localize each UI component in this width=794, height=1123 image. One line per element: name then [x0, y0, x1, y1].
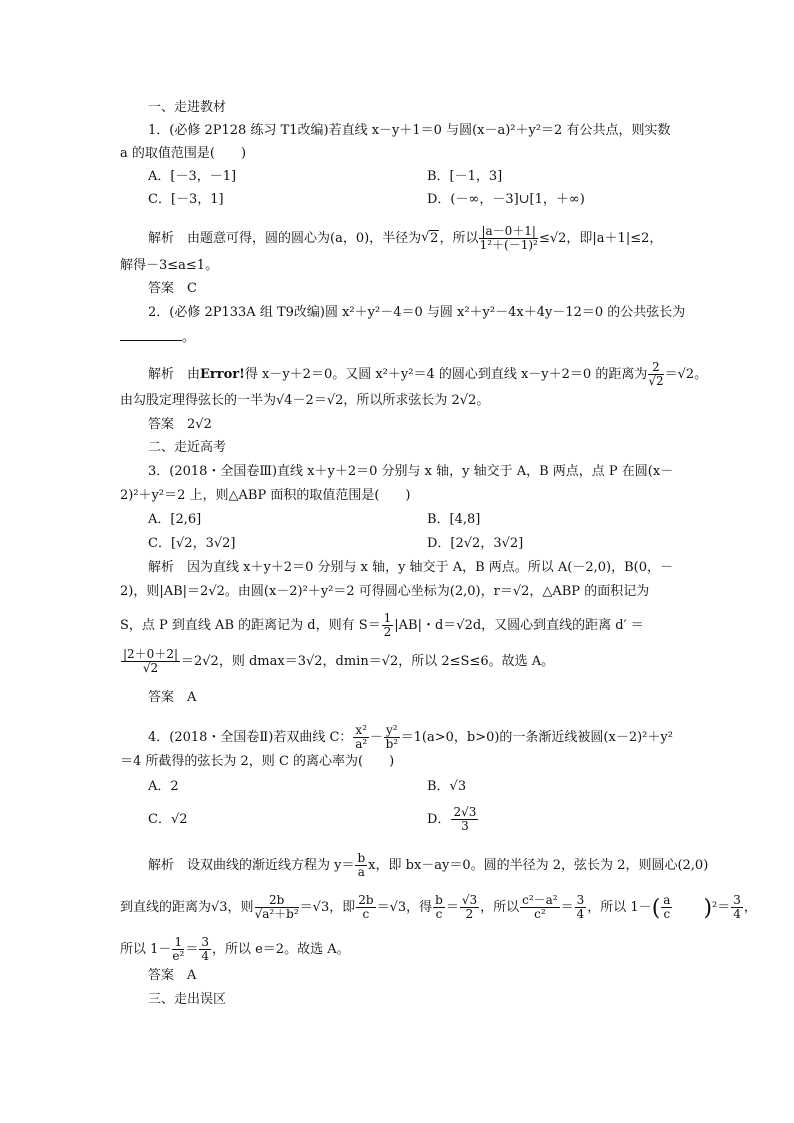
q1-option-c: C．[－3，1] [148, 192, 224, 207]
fraction-denominator: c [362, 907, 370, 921]
q4-solution-text: 解析 设双曲线的渐近线方程为 y＝ [148, 858, 355, 873]
fraction-denominator: √2 [648, 374, 664, 388]
fraction-denominator: e² [172, 949, 185, 963]
fraction-denominator: a [357, 865, 365, 879]
fraction-numerator: 3 [201, 935, 209, 949]
q1-solution-line1: 解析 由题意可得，圆的圆心为(a，0)，半径为√ 2，所以 $\frac{|a-0+1|}{\text{1²＋(－1)²}}$ ≤√2，即|a＋1|≤2， [148, 225, 662, 252]
q1-option-a: A．[－3，－1] [148, 169, 237, 184]
fraction [575, 894, 587, 921]
q2-solution-tail: ＝√2。 [664, 367, 708, 382]
answer-value: A [187, 690, 197, 705]
fraction-numerator: 2 [648, 361, 663, 375]
q2-solution-text: 解析 由 [148, 367, 201, 382]
fraction-numerator: 3 [576, 893, 585, 907]
fraction-numerator: y² [386, 723, 398, 737]
section-heading: 二、走近高考 [148, 440, 227, 455]
q4-fraction-y [384, 724, 400, 751]
q3-fraction-half [382, 612, 394, 639]
fraction-numerator: x² [355, 723, 367, 737]
fraction-denominator: 1²＋(－1)² [479, 238, 538, 252]
q2-solution-mid: 得 x－y＋2＝0。又圆 x²＋y²＝4 的圆心到直线 x－y＋2＝0 的距离为 [244, 367, 648, 382]
q3-solution-line1: 解析 因为直线 x＋y＋2＝0 分别与 x 轴，y 轴交于 A，B 两点。所以 A(－2,0)，B(0，－ [148, 560, 673, 575]
q4-option-d-fraction [451, 806, 478, 833]
q4-fraction-slope [355, 852, 367, 879]
right-paren: ) [703, 896, 713, 921]
q3-stem-line1: 3．(2018・全国卷Ⅲ)直线 x＋y＋2＝0 分别与 x 轴，y 轴交于 A，B 两点，点 P 在圆(x－ [148, 464, 674, 479]
fraction [661, 894, 672, 921]
fraction [199, 936, 211, 963]
q2-answer [148, 417, 212, 433]
text-segment: ＝√3，即 [299, 900, 356, 915]
q1-option-b: B．[－1，3] [427, 169, 503, 184]
fraction-denominator: c [435, 907, 443, 921]
q4-stem-line2: ＝4 所截得的弦长为 2，则 C 的离心率为( ) [120, 754, 395, 769]
text-segment: ＝ [445, 900, 459, 915]
q1-solution-tail: ≤√2，即|a＋1|≤2， [538, 231, 663, 246]
q4-option-c: C．√2 [148, 812, 188, 827]
fraction-denominator: 4 [576, 907, 585, 921]
fraction-numerator: 1 [172, 936, 184, 950]
fraction-denominator: √2 [142, 661, 159, 675]
q3-stem-line2: 2)²＋y²＝2 上，则△ABP 面积的取值范围是( ) [120, 488, 411, 503]
fraction-numerator: 2b [358, 893, 374, 907]
q3-option-b: B．[4,8] [427, 512, 481, 527]
fraction-denominator: c [663, 907, 671, 921]
text-segment: ＝ [185, 942, 199, 957]
answer-label: 答案 [148, 417, 175, 432]
q2-solution-line1 [148, 361, 707, 388]
answer-label: 答案 [148, 690, 175, 705]
sqrt-symbol: √ 2 [421, 231, 439, 247]
fraction-denominator: 2 [383, 625, 392, 639]
q2-stem-line2 [120, 328, 195, 346]
q2-solution-line2: 由勾股定理得弦长的一半为√4－2＝√2，所以所求弦长为 2√2。 [120, 393, 490, 408]
answer-label: 答案 [148, 968, 175, 983]
q1-solution-text: 解析 由题意可得，圆的圆心为(a，0)，半径为 [148, 231, 422, 246]
fraction-numerator: a [663, 893, 671, 907]
fraction-numerator: c²－a² [522, 893, 558, 907]
q3-solution-tail: |AB|・d＝√2d，又圆心到直线的距离 d′ ＝ [394, 618, 644, 633]
text-segment: ，所以 [480, 900, 520, 915]
fraction-denominator: c² [534, 907, 546, 921]
q4-fraction-x [353, 724, 369, 751]
q1-option-d: D．(－∞，－3]∪[1，＋∞) [427, 192, 585, 207]
text-segment: 所以 1－ [120, 942, 172, 957]
fraction-denominator: √a²＋b² [254, 907, 299, 921]
q4-option-d [427, 806, 479, 833]
text-segment: ， [743, 900, 757, 915]
fraction-numerator: 3 [733, 893, 741, 907]
q1-answer [148, 281, 197, 297]
text-segment: ＝ [560, 900, 574, 915]
fraction-denominator: 4 [733, 907, 741, 921]
fraction [520, 894, 560, 921]
q3-solution-line3 [120, 612, 644, 639]
error-text: Error! [200, 367, 245, 382]
fraction-numerator: √3 [461, 893, 478, 907]
q1-stem-line1: 1．(必修 2P128 练习 T1改编)若直线 x－y＋1＝0 与圆(x－a)²＋y²＝2 有公共点，则实数 [148, 123, 671, 138]
q2-stem-line1: 2．(必修 2P133A 组 T9改编)圆 x²＋y²－4＝0 与圆 x²＋y²－4x＋4y－12＝0 的公共弦长为 [148, 305, 686, 320]
fraction-denominator: 3 [461, 819, 469, 833]
q2-fraction [648, 361, 663, 388]
q3-option-c: C．[√2，3√2] [148, 536, 236, 551]
fraction-denominator: 2 [465, 907, 474, 921]
text-segment: ，所以 e＝2。故选 A。 [211, 942, 350, 957]
answer-value: C [187, 281, 197, 296]
q3-option-a: A．[2,6] [148, 512, 202, 527]
q1-stem-line2: a 的取值范围是( ) [120, 146, 247, 161]
section-heading: 一、走进教材 [148, 100, 227, 115]
answer-value: 2√2 [187, 417, 212, 432]
answer-blank [120, 328, 182, 341]
text-segment: ²＝ [712, 900, 731, 915]
q4-stem-line1: 4．(2018・全国卷Ⅱ)若双曲线 C： $\frac{\text{x²}}{\text{a²}}$ － $\frac{\text{y²}}{\text{b²}}$ ＝1(a>0，b>0)的一条渐近线被圆(x－2)²＋y² [148, 723, 673, 751]
left-paren: ( [651, 896, 661, 921]
answer-value: A [187, 968, 197, 983]
q3-solution-line4 [120, 648, 554, 675]
fraction-denominator: b² [385, 737, 399, 751]
text-segment: ，所以 1－ [587, 900, 652, 915]
q2-period: 。 [182, 330, 196, 345]
fraction-numerator: b [357, 851, 366, 865]
q4-solution-line2 [120, 894, 757, 921]
q4-stem-text: 4．(2018・全国卷Ⅱ)若双曲线 C： [148, 730, 353, 745]
q3-solution-text: S，点 P 到直线 AB 的距离记为 d，则有 S＝ [120, 618, 381, 633]
fraction-numerator: b [435, 893, 443, 907]
q1-solution-line2: 解得－3≤a≤1。 [120, 258, 219, 273]
fraction-numerator: 2√3 [453, 805, 477, 819]
fraction [731, 894, 743, 921]
fraction [255, 894, 299, 921]
q3-fraction-distance [121, 648, 180, 675]
q4-solution-line1 [148, 852, 708, 879]
q1-fraction [479, 225, 538, 252]
q3-option-d: D．[2√2，3√2] [427, 536, 524, 551]
fraction [433, 894, 445, 921]
q3-solution-line2: 2)，则|AB|＝2√2。由圆(x－2)²＋y²＝2 可得圆心坐标为(2,0)，r＝√2，△ABP 的面积记为 [120, 584, 650, 599]
q4-solution-line3 [120, 936, 350, 963]
fraction-numerator: 1 [383, 611, 392, 625]
fraction [356, 894, 375, 921]
fraction-numerator: |2＋0＋2| [123, 647, 178, 661]
text-segment: 到直线的距离为√3，则 [120, 900, 254, 915]
fraction [172, 936, 184, 963]
q3-solution-tail: ＝2√2，则 dmax＝3√2，dmin＝√2，所以 2≤S≤6。故选 A。 [181, 654, 555, 669]
fraction [460, 894, 479, 921]
q4-option-a: A．2 [148, 779, 179, 794]
q4-solution-tail: x，即 bx－ay＝0。圆的半径为 2，弦长为 2，则圆心(2,0) [368, 858, 709, 873]
fraction-denominator: a² [355, 737, 368, 751]
q4-answer [148, 968, 196, 984]
q4-stem-tail: ＝1(a>0，b>0)的一条渐近线被圆(x－2)²＋y² [400, 730, 673, 745]
section-heading: 三、走出误区 [148, 992, 227, 1007]
text-segment: ＝√3，得 [376, 900, 433, 915]
option-letter: D． [427, 812, 451, 827]
fraction-numerator: |a－0＋1| [481, 224, 536, 238]
q4-option-b: B．√3 [427, 779, 467, 794]
fraction-numerator: 2b [255, 894, 299, 908]
fraction-denominator: 4 [201, 949, 209, 963]
q3-answer [148, 690, 196, 706]
answer-label: 答案 [148, 281, 175, 296]
